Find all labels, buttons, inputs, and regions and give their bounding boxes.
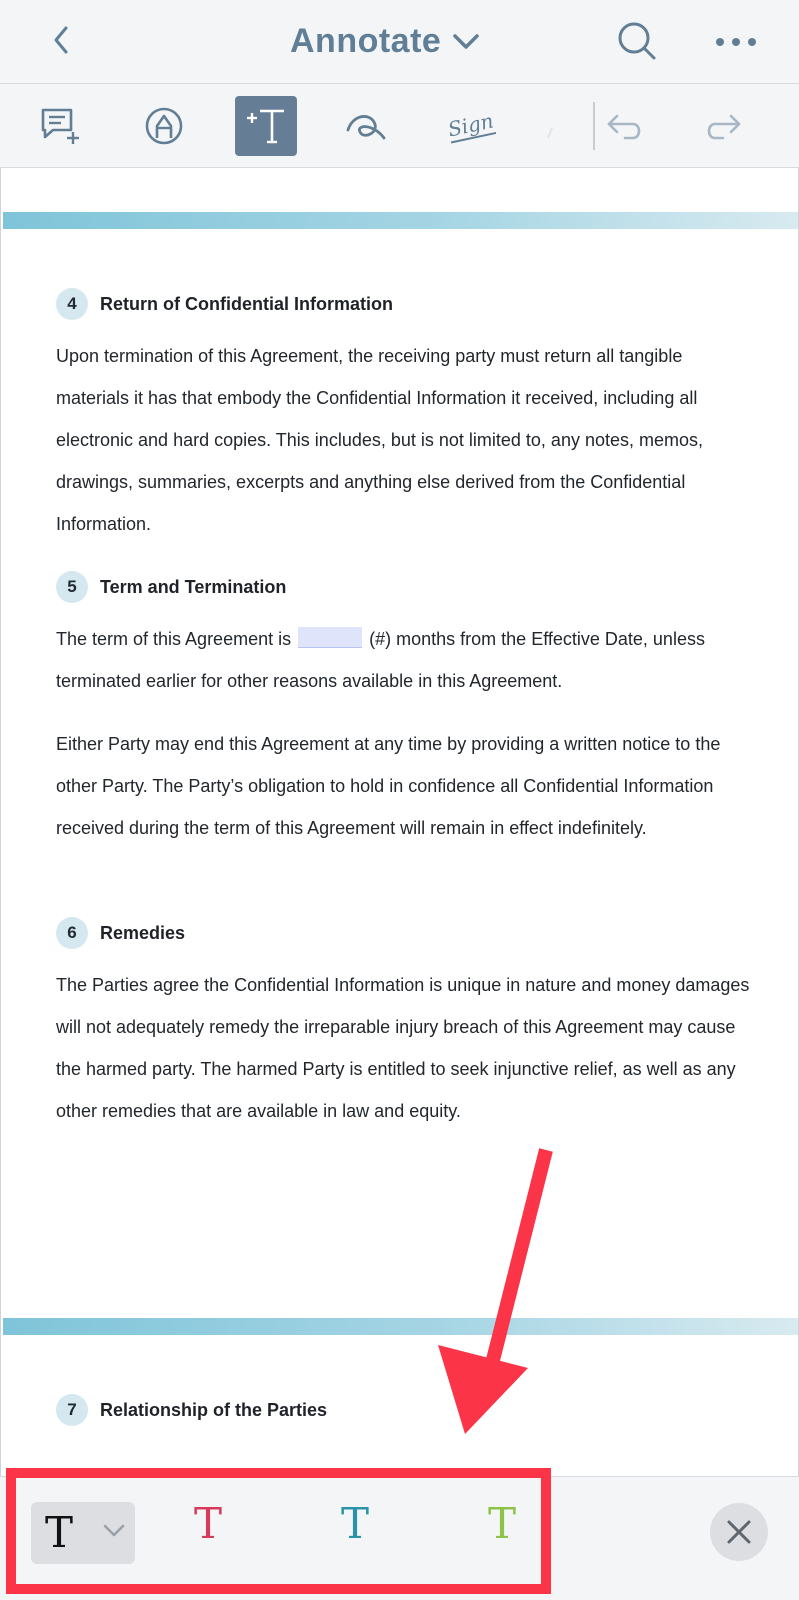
section-title: Remedies: [100, 922, 186, 943]
months-input-field[interactable]: [298, 627, 362, 648]
redo-button[interactable]: [692, 96, 754, 156]
back-button[interactable]: [42, 18, 82, 62]
chevron-down-icon: [101, 1520, 127, 1540]
add-comment-icon: [39, 106, 83, 146]
highlighter-icon: [142, 104, 186, 148]
annotation-toolbar: [0, 84, 799, 168]
redo-icon: [701, 106, 745, 146]
add-comment-tool[interactable]: [30, 96, 92, 156]
section-heading: [56, 288, 393, 320]
section-number: 5: [56, 571, 88, 603]
document-page[interactable]: [0, 168, 799, 1476]
section-paragraph: Either Party may end this Agreement at any time by providing a written notice to the other Party. The Party’s obligation to hold in confidence all Confidential Information received during the term of this Agreement will remain in effect indefinitely.: [56, 734, 721, 838]
search-icon: [614, 18, 662, 66]
section-title: Return of Confidential Information: [100, 293, 393, 314]
paragraph-text: (#) months from the Effective Date, unless terminated earlier for other reasons available in this Agreement.: [56, 629, 705, 691]
freehand-tool[interactable]: [335, 96, 397, 156]
undo-button[interactable]: [594, 96, 656, 156]
sign-tool[interactable]: [440, 96, 502, 156]
section-heading: [56, 571, 286, 603]
chevron-down-icon: [451, 29, 481, 53]
text-color-red[interactable]: T: [193, 1499, 222, 1548]
undo-icon: [603, 106, 647, 146]
font-glyph: T: [45, 1508, 74, 1557]
freehand-icon: [344, 106, 388, 146]
page-title: Annotate: [290, 21, 442, 60]
text-color-teal[interactable]: T: [340, 1499, 369, 1548]
more-options-button[interactable]: [712, 22, 760, 62]
app-bar: [0, 0, 799, 84]
section-number: 4: [56, 288, 88, 320]
close-icon: [725, 1518, 753, 1546]
section-heading: [56, 917, 185, 949]
search-button[interactable]: [614, 18, 662, 66]
text-color-green[interactable]: T: [487, 1499, 516, 1548]
eraser-icon: [542, 106, 562, 146]
section-paragraph: Upon termination of this Agreement, the receiving party must return all tangible materials it has that embody the Confidential Information it received, including all electronic and hard copies. This includes, but is not limited to, any notes, memos, drawings, summaries, excerpts and anything else derived from the Confidential Information.: [56, 346, 703, 534]
add-text-icon: [244, 104, 288, 148]
paragraph-text: The term of this Agreement is: [56, 629, 292, 649]
section-number: 7: [56, 1394, 88, 1426]
page-header-band: [3, 212, 798, 229]
chevron-left-icon: [42, 18, 82, 62]
mode-dropdown[interactable]: [290, 16, 481, 66]
font-style-dropdown[interactable]: [31, 1502, 135, 1564]
highlighter-tool[interactable]: [133, 96, 195, 156]
sign-label: Sign: [445, 108, 496, 142]
section-heading: [56, 1394, 327, 1426]
more-icon: [712, 22, 760, 62]
section-number: 6: [56, 917, 88, 949]
page-break-band: [3, 1318, 798, 1335]
eraser-tool[interactable]: [532, 96, 572, 156]
section-title: Term and Termination: [100, 576, 287, 597]
section-paragraph: [56, 618, 756, 702]
add-text-tool[interactable]: [235, 96, 297, 156]
close-button[interactable]: [710, 1503, 768, 1561]
text-style-bar: [0, 1476, 799, 1600]
section-title: Relationship of the Parties: [100, 1399, 328, 1420]
section-paragraph: The Parties agree the Confidential Information is unique in nature and money damages will not adequately remedy the irreparable injury breach of this Agreement may cause the harmed party. The harmed Party is entitled to seek injunctive relief, as well as any other remedies that are available in law and equity.: [56, 975, 750, 1121]
